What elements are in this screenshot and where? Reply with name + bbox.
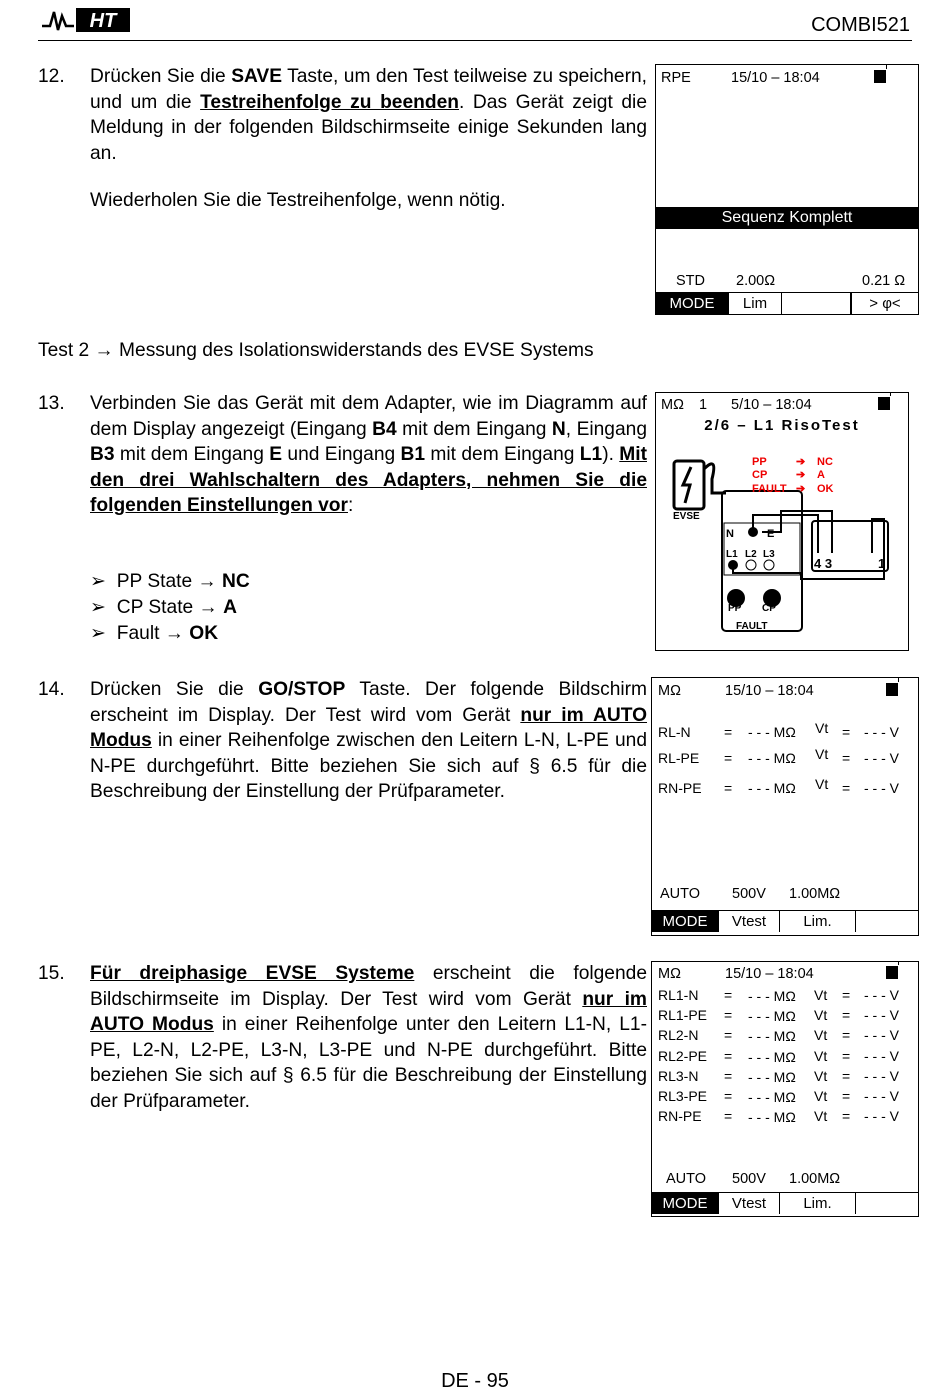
auto-label: AUTO — [666, 1171, 707, 1187]
test-number: 1 — [699, 397, 708, 413]
ht-logo — [40, 4, 132, 34]
equals-sign: = — [724, 1047, 733, 1064]
softkey-bar — [656, 292, 918, 314]
unit-label: MΩ — [658, 683, 681, 699]
equals-sign: = — [724, 750, 733, 766]
e-terminal-label: E — [767, 528, 775, 540]
lim-softkey: Lim. — [780, 911, 856, 932]
mode-softkey: MODE — [656, 293, 729, 314]
equals-sign: = — [842, 1047, 851, 1064]
cp-knob-label: CP — [762, 603, 776, 614]
test-title: 2/6 – L1 RisoTest — [704, 417, 860, 434]
step-number: 12. — [38, 66, 65, 87]
softkey-bar — [652, 910, 918, 932]
cp-label: CP — [752, 469, 768, 481]
row-label: RL1-N — [658, 987, 699, 1003]
resistance-value: - - - MΩ — [748, 1068, 796, 1085]
step-13-text: Verbinden Sie das Gerät mit dem Adapter, wie im Diagramm auf dem Display angezeigt (Eingang B4 mit dem Eingang N, Eingang B3 mit dem Eingang E und Eingang B1 mit dem Eingang L1). Mit den drei Wahlschaltern des Adapters, nehmen Sie die folgenden Einstellungen vor: — [90, 393, 647, 516]
svg-text:➔: ➔ — [796, 469, 806, 481]
vt-label: Vt — [815, 720, 829, 736]
vt-label: Vt — [814, 1027, 828, 1044]
page-number: DE - 95 — [441, 1370, 509, 1392]
vt-label: Vt — [814, 1007, 828, 1024]
section-heading: Test 2 → Messung des Isolationswiderstands des EVSE Systems — [38, 340, 594, 361]
datetime: 15/10 – 18:04 — [725, 683, 814, 699]
battery-icon — [886, 966, 898, 979]
battery-icon — [886, 683, 898, 696]
row-label: RN-PE — [658, 1108, 702, 1125]
row-label: RL2-N — [658, 1027, 699, 1044]
resistance-value: - - - MΩ — [748, 724, 796, 740]
list-item: ➢ PP State → NC — [90, 571, 250, 592]
voltage-value: - - - V — [864, 750, 899, 766]
vt-label: Vt — [814, 1108, 828, 1125]
resistance-value: - - - MΩ — [748, 780, 796, 796]
fault-value: OK — [817, 483, 834, 495]
l3-label: L3 — [763, 549, 775, 560]
limit-value: 2.00Ω — [736, 273, 776, 289]
empty-softkey — [782, 293, 851, 314]
row-label: RL2-PE — [658, 1047, 708, 1064]
pp-knob-label: PP — [728, 603, 742, 614]
vt-label: Vt — [814, 1067, 828, 1084]
equals-sign: = — [724, 987, 733, 1003]
mode-softkey: MODE — [652, 911, 719, 932]
equals-sign: = — [842, 1007, 851, 1024]
vtest-softkey: Vtest — [719, 911, 780, 932]
datetime: 5/10 – 18:04 — [731, 397, 812, 413]
test-voltage: 500V — [732, 1171, 766, 1187]
resistance-value: - - - MΩ — [748, 1008, 796, 1025]
vt-label: Vt — [814, 1047, 828, 1064]
equals-sign: = — [842, 1108, 851, 1125]
equals-sign: = — [842, 1027, 851, 1044]
auto-label: AUTO — [660, 886, 701, 902]
b4-b3-label: 4 3 — [814, 556, 833, 571]
equals-sign: = — [842, 1088, 851, 1104]
model-name: COMBI521 — [811, 14, 910, 36]
datetime: 15/10 – 18:04 — [725, 966, 814, 982]
mode-softkey: MODE — [652, 1193, 719, 1214]
row-label: RL-N — [658, 724, 691, 740]
pp-label: PP — [752, 456, 767, 468]
equals-sign: = — [842, 987, 851, 1003]
offset-value: 0.21 Ω — [862, 273, 906, 289]
softkey-bar — [652, 1192, 918, 1214]
svg-text:➔: ➔ — [796, 483, 806, 495]
resistance-value: - - - MΩ — [748, 988, 796, 1004]
resistance-value: - - - MΩ — [748, 1048, 796, 1065]
voltage-value: - - - V — [864, 987, 899, 1003]
voltage-value: - - - V — [864, 1108, 899, 1125]
equals-sign: = — [724, 724, 733, 740]
equals-sign: = — [724, 1027, 733, 1044]
equals-sign: = — [724, 1088, 733, 1104]
limit-value: 1.00MΩ — [789, 1171, 841, 1187]
equals-sign: = — [724, 1007, 733, 1024]
unit-label: MΩ — [658, 966, 681, 982]
equals-sign: = — [842, 1067, 851, 1084]
step-12-text: Drücken Sie die SAVE Taste, um den Test teilweise zu speichern, und um die Testreihenfolge zu beenden. Das Gerät zeigt die Meldung in der folgenden Bildschirmseite einige Sekunden lang an. — [90, 66, 648, 164]
repeat-note: Wiederholen Sie die Testreihenfolge, wenn nötig. — [90, 190, 506, 211]
l1-label: L1 — [726, 549, 738, 560]
logo-text: HT — [89, 10, 117, 32]
cp-value: A — [817, 469, 825, 481]
instrument-screen-single-phase — [651, 677, 919, 936]
step-number: 14. — [38, 679, 65, 700]
test-voltage: 500V — [732, 886, 766, 902]
unit-label: MΩ — [661, 397, 684, 413]
row-label: RL3-PE — [658, 1088, 708, 1104]
instrument-screen-connection — [655, 392, 909, 651]
row-label: RL3-N — [658, 1067, 699, 1084]
svg-text:➔: ➔ — [796, 456, 806, 468]
voltage-value: - - - V — [864, 724, 899, 740]
voltage-value: - - - V — [864, 1027, 899, 1044]
lightning-icon — [683, 467, 691, 503]
resistance-value: - - - MΩ — [748, 1089, 796, 1105]
row-label: RN-PE — [658, 780, 702, 796]
fault-knob-label: FAULT — [736, 621, 768, 632]
voltage-value: - - - V — [864, 1007, 899, 1024]
datetime: 15/10 – 18:04 — [731, 70, 820, 86]
voltage-value: - - - V — [864, 1067, 899, 1084]
equals-sign: = — [842, 780, 851, 796]
std-label: STD — [676, 273, 705, 289]
step-number: 13. — [38, 393, 65, 414]
resistance-value: - - - MΩ — [748, 1109, 796, 1126]
equals-sign: = — [724, 780, 733, 796]
vt-label: Vt — [814, 1088, 828, 1104]
step-14-text: Drücken Sie die GO/STOP Taste. Der folgende Bildschirm erscheint im Display. Der Test wird vom Gerät nur im AUTO Modus in einer Reihenfolge zwischen den Leitern L-N, L-PE und N-PE durchgeführt. Bitte beziehen Sie sich auf § 6.5 für die Beschreibung der Einstellung der Prüfparameter. — [90, 679, 648, 802]
zero-softkey: > φ< — [851, 293, 918, 314]
l2-label: L2 — [745, 549, 757, 560]
voltage-value: - - - V — [864, 1088, 899, 1104]
step-number: 15. — [38, 963, 65, 984]
vtest-softkey: Vtest — [719, 1193, 780, 1214]
row-label: RL1-PE — [658, 1007, 708, 1024]
pp-value: NC — [817, 456, 833, 468]
equals-sign: = — [842, 750, 851, 766]
equals-sign: = — [842, 724, 851, 740]
vt-label: Vt — [815, 776, 829, 792]
vt-label: Vt — [815, 746, 829, 762]
battery-icon — [874, 70, 886, 83]
sequence-complete-banner: Sequenz Komplett — [656, 207, 918, 229]
fault-label: FAULT — [752, 483, 787, 495]
resistance-value: - - - MΩ — [748, 1028, 796, 1045]
row-label: RL-PE — [658, 750, 700, 766]
lim-softkey: Lim — [729, 293, 782, 314]
header-rule — [38, 40, 912, 41]
equals-sign: = — [724, 1067, 733, 1084]
list-item: ➢ Fault → OK — [90, 623, 219, 644]
list-item: ➢ CP State → A — [90, 597, 237, 618]
instrument-screen-three-phase — [651, 961, 919, 1217]
vt-label: Vt — [814, 987, 828, 1003]
step-15-text: Für dreiphasige EVSE Systeme erscheint die folgende Bildschirmseite im Display. Der Test wird vom Gerät nur im AUTO Modus in einer Reihenfolge unter den Leitern L1-N, L1-PE, L2-N, L2-PE, L3-N, L3-PE und N-PE durchgeführt. Bitte beziehen Sie sich auf § 6.5 für die Beschreibung der Einstellung der Prüfparameter. — [90, 963, 647, 1112]
n-terminal-label: N — [726, 528, 734, 540]
function-label: RPE — [661, 70, 691, 86]
connection-diagram — [656, 393, 908, 650]
evse-label: EVSE — [673, 511, 700, 522]
resistance-value: - - - MΩ — [748, 750, 796, 766]
equals-sign: = — [724, 1108, 733, 1125]
limit-value: 1.00MΩ — [789, 886, 841, 902]
instrument-screen-rpe — [655, 64, 919, 315]
lim-softkey: Lim. — [780, 1193, 856, 1214]
voltage-value: - - - V — [864, 780, 899, 796]
b1-label: 1 — [878, 556, 886, 571]
voltage-value: - - - V — [864, 1047, 899, 1064]
